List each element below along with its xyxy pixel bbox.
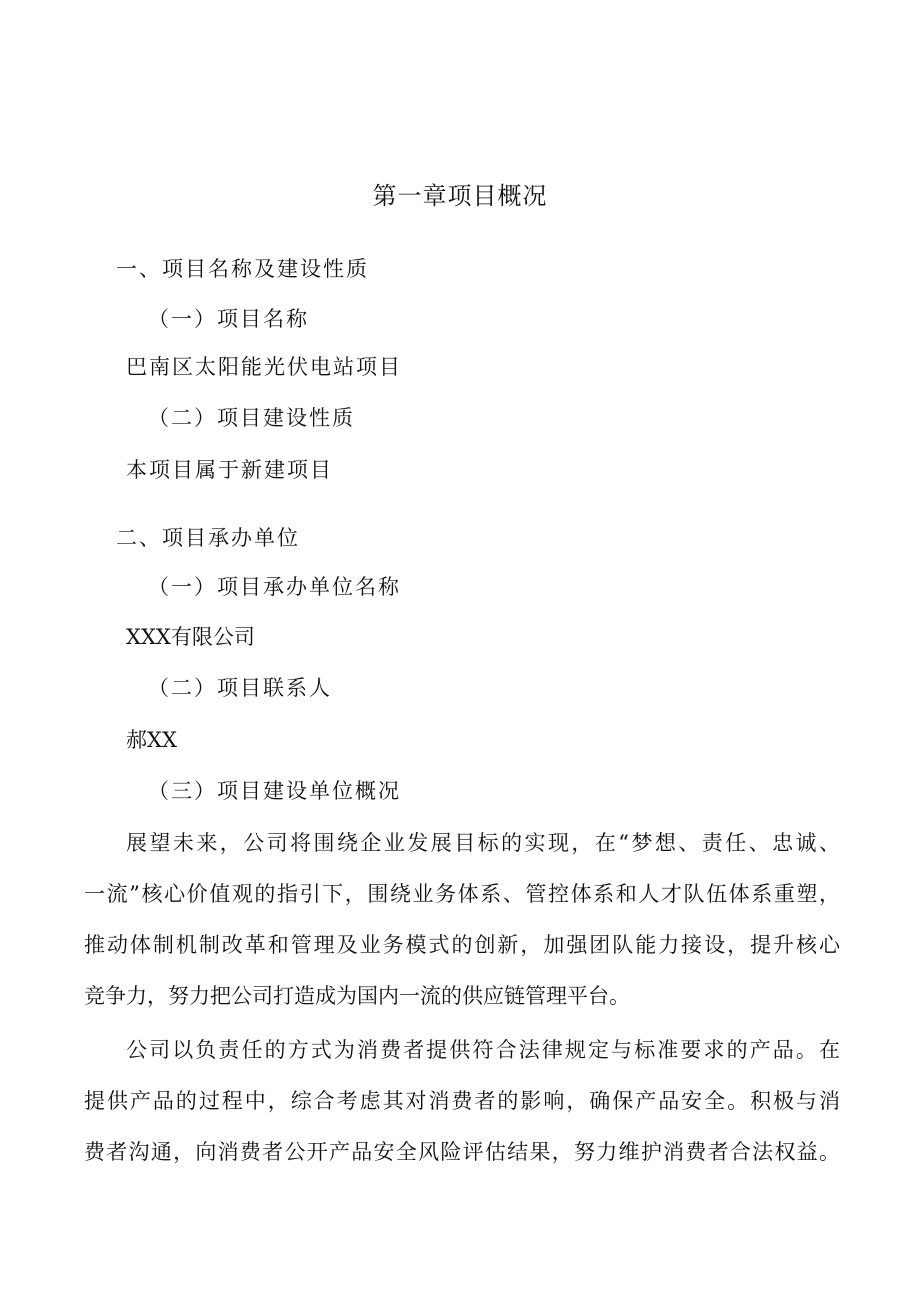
contact-text: 郝XX [126,728,177,752]
subsection-heading-company-overview: （三）项目建设单位概况 [148,779,401,803]
paragraph-line: 公司以负责任的方式为消费者提供符合法律规定与标准要求的产品。在 [126,1038,840,1062]
subsection-heading-undertaker-name: （一）项目承办单位名称 [148,575,401,599]
paragraph-consumer-responsibility [84,1025,840,1178]
chapter-title: 第一章项目概况 [372,182,548,210]
subsection-heading-construction-nature: （二）项目建设性质 [148,406,355,430]
paragraph-outlook [84,818,840,1022]
section-heading-2: 二、项目承办单位 [116,526,300,550]
subsection-heading-project-name: （一）项目名称 [148,307,309,331]
construction-nature-text: 本项目属于新建项目 [126,458,333,482]
project-name-text: 巴南区太阳能光伏电站项目 [126,355,402,379]
undertaker-name-text: XXX有限公司 [126,625,255,649]
paragraph-line: 竞争力，努力把公司打造成为国内一流的供应链管理平台。 [84,984,630,1008]
paragraph-line: 推动体制机制改革和管理及业务模式的创新，加强团队能力接设，提升核心 [84,933,840,957]
paragraph-line: 费者沟通，向消费者公开产品安全风险评估结果，努力维护消费者合法权益。 [84,1140,840,1164]
section-heading-1: 一、项目名称及建设性质 [116,257,369,281]
subsection-heading-contact: （二）项目联系人 [148,676,332,700]
paragraph-line: 提供产品的过程中，综合考虑其对消费者的影响，确保产品安全。积极与消 [84,1089,840,1113]
paragraph-line: 一流”核心价值观的指引下，围绕业务体系、管控体系和人才队伍体系重塑， [84,882,840,906]
paragraph-line: 展望未来，公司将围绕企业发展目标的实现，在“梦想、责任、忠诚、 [126,831,840,855]
